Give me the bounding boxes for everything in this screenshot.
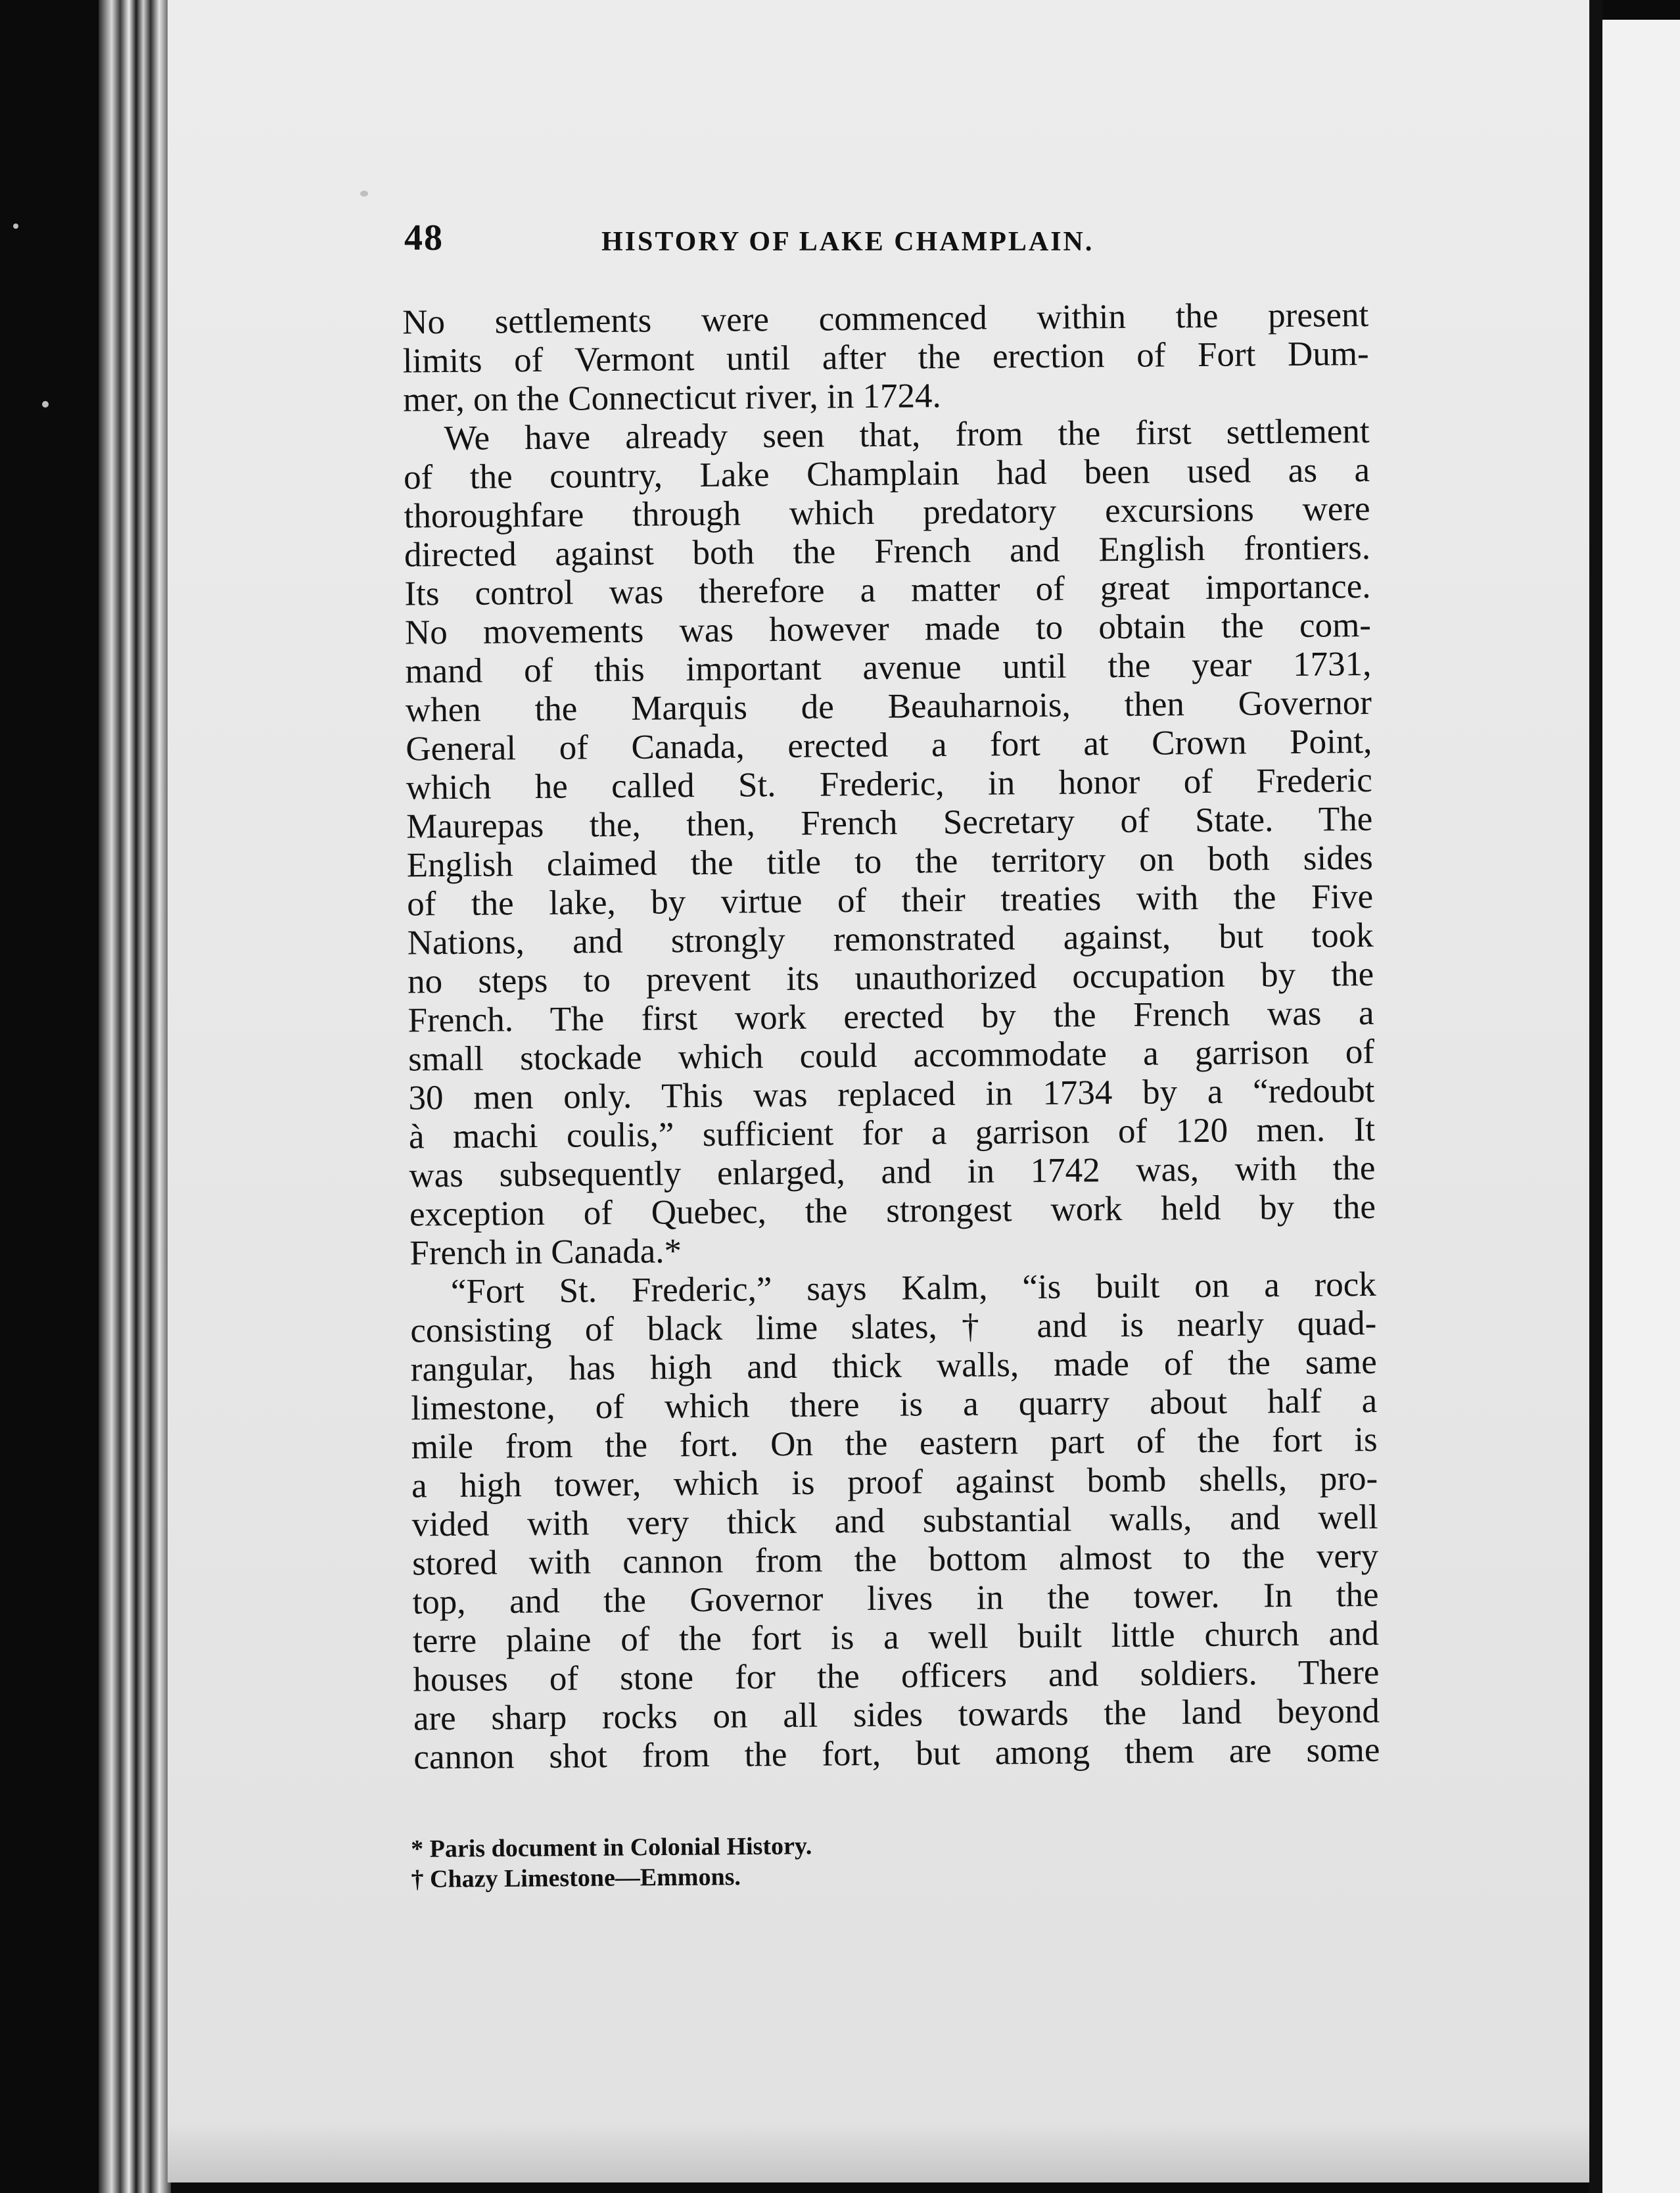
footnotes xyxy=(411,1829,1003,1895)
text-line: houses of stone for the officers and soldiers. There xyxy=(413,1653,1380,1699)
text-line: No movements was however made to obtain the com- xyxy=(404,605,1372,652)
text-line: no steps to prevent its unauthorized occupation by the xyxy=(407,955,1374,1001)
text-line: are sharp rocks on all sides towards the land beyond xyxy=(413,1691,1380,1738)
text-line: rangular, has high and thick walls, made of the same xyxy=(410,1342,1377,1389)
text-line: mand of this important avenue until the year 1731, xyxy=(405,644,1372,691)
text-line: directed against both the French and English frontiers. xyxy=(404,528,1371,575)
text-line: small stockade which could accommodate a garrison of xyxy=(408,1032,1375,1079)
text-line: Nations, and strongly remonstrated against, but took xyxy=(407,916,1374,962)
text-line: vided with very thick and substantial walls, and well xyxy=(411,1497,1378,1544)
text-line: thoroughfare through which predatory excursions were xyxy=(404,489,1370,536)
running-title: HISTORY OF LAKE CHAMPLAIN. xyxy=(601,227,1094,257)
dust-speck xyxy=(360,191,368,197)
book-binding-edge xyxy=(99,0,171,2193)
dust-speck xyxy=(42,401,49,408)
text-line: was subsequently enlarged, and in 1742 was, with the xyxy=(409,1148,1376,1195)
text-line: of the country, Lake Champlain had been used as a xyxy=(403,450,1370,497)
text-line: limestone, of which there is a quarry about half a xyxy=(411,1381,1378,1428)
text-line: exception of Quebec, the strongest work held by the xyxy=(409,1187,1376,1234)
text-line: 30 men only. This was replaced in 1734 by a “redoubt xyxy=(408,1071,1375,1118)
text-line: of the lake, by virtue of their treaties with the Five xyxy=(406,877,1374,924)
footnote: † Chazy Limestone—Emmons. xyxy=(411,1863,741,1893)
text-line: limits of Vermont until after the erection of Fort Dum- xyxy=(402,334,1369,381)
text-line: a high tower, which is proof against bomb shells, pro- xyxy=(411,1459,1378,1505)
text-line: English claimed the title to the territory on both sides xyxy=(406,838,1373,885)
page-number: 48 xyxy=(404,218,444,258)
text-line: “Fort St. Frederic,” says Kalm, “is built on a rock xyxy=(450,1265,1377,1311)
text-line: à machi coulis,” sufficient for a garrison of 120 men. It xyxy=(408,1110,1376,1156)
text-line: French. The first work erected by the French was a xyxy=(408,993,1374,1040)
text-line: top, and the Governor lives in the tower. In the xyxy=(412,1575,1379,1622)
text-line: stored with cannon from the bottom almost to the very xyxy=(411,1536,1379,1583)
text-line: We have already seen that, from the first settlement xyxy=(444,412,1370,458)
text-line: cannon shot from the fort, but among them are some xyxy=(413,1730,1380,1777)
text-line: French in Canada.* xyxy=(409,1232,682,1273)
text-line: mile from the fort. On the eastern part of the fort is xyxy=(411,1420,1378,1467)
page-gutter-shadow xyxy=(1589,0,1602,2193)
body-text xyxy=(402,296,1380,1777)
text-line: terre plaine of the fort is a well built little church and xyxy=(412,1614,1380,1661)
text-line: Maurepas the, then, French Secretary of State. The xyxy=(406,799,1373,846)
dust-speck xyxy=(13,224,18,229)
running-header xyxy=(404,217,1370,276)
text-line: which he called St. Frederic, in honor of Frederic xyxy=(406,761,1373,807)
text-line: General of Canada, erected a fort at Crown Point, xyxy=(406,722,1372,768)
text-line: consisting of black lime slates,† and is nearly quad- xyxy=(410,1304,1377,1350)
text-line: mer, on the Connecticut river, in 1724. xyxy=(402,377,941,419)
text-line: when the Marquis de Beauharnois, then Governor xyxy=(405,683,1372,730)
footnote: * Paris document in Colonial History. xyxy=(411,1832,812,1863)
text-line: No settlements were commenced within the present xyxy=(402,296,1369,342)
text-line: Its control was therefore a matter of great importance. xyxy=(404,567,1371,613)
facing-page-edge xyxy=(1602,20,1680,2193)
